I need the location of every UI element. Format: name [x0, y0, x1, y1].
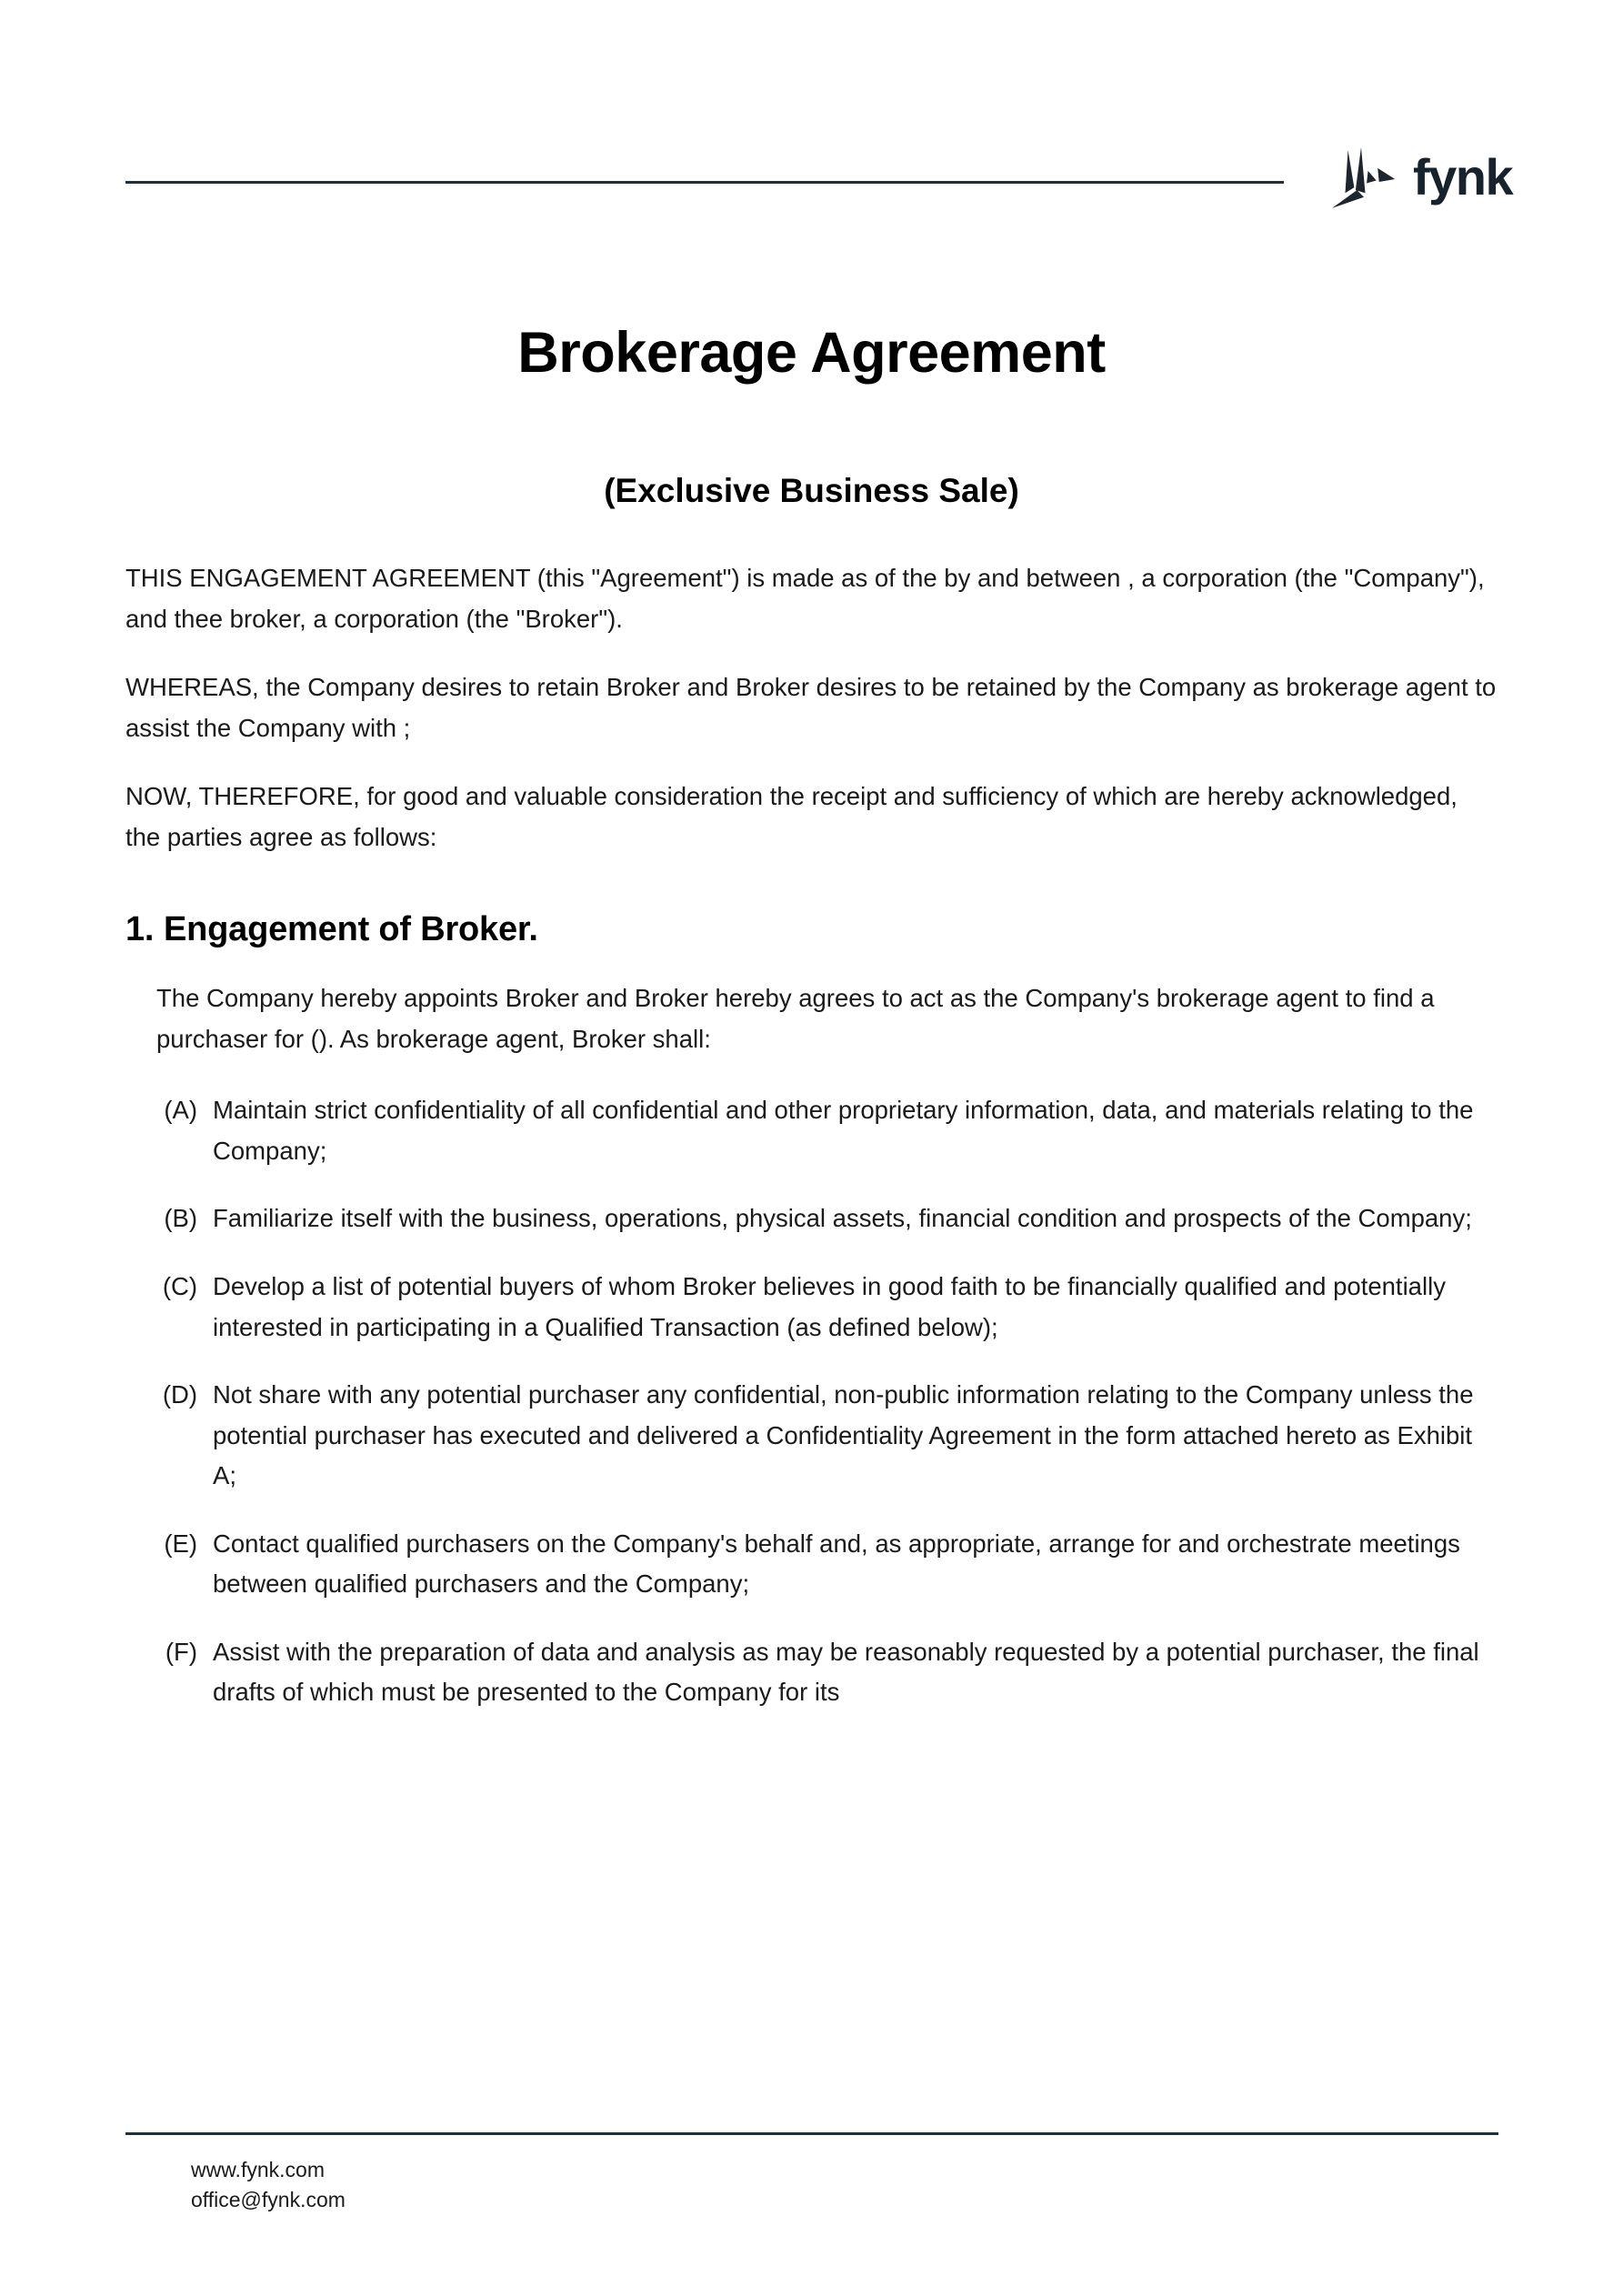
- preamble-paragraph: THIS ENGAGEMENT AGREEMENT (this "Agreement") is made as of the by and between , a corporation (the "Company"), and thee broker, a corporation (the "Broker").: [125, 564, 1485, 633]
- list-item: [156, 1267, 1493, 1348]
- section-title: Engagement of Broker.: [164, 910, 538, 949]
- page-header: [0, 0, 1623, 250]
- fynk-bird-logo-icon: [1329, 144, 1398, 215]
- footer-contact: [191, 2155, 1498, 2214]
- list-item-marker: (B): [164, 1204, 197, 1233]
- section-number: 1.: [125, 910, 155, 949]
- list-item-marker: (E): [164, 1529, 197, 1558]
- preamble-paragraph: WHEREAS, the Company desires to retain Broker and Broker desires to be retained by the Company as brokerage agent to assist the Company with ;: [125, 673, 1497, 742]
- list-item-text: Develop a list of potential buyers of whom Broker believes in good faith to be financially qualified and potentially interested in participating in a Qualified Transaction (as defined below);: [213, 1272, 1446, 1341]
- list-item-marker: (A): [164, 1096, 197, 1125]
- brand-logo: [1329, 144, 1512, 215]
- page-footer: [125, 2132, 1498, 2214]
- list-item-text: Not share with any potential purchaser any confidential, non-public information relating to the Company unless the potential purchaser has executed and delivered a Confidentiality Agreement in the form attached hereto as Exhibit A;: [213, 1380, 1474, 1490]
- list-item-marker: (F): [165, 1637, 197, 1666]
- list-item: [156, 1090, 1493, 1171]
- list-item-marker: (C): [162, 1272, 197, 1301]
- document-body: [125, 558, 1498, 1740]
- footer-email[interactable]: office@fynk.com: [191, 2187, 346, 2211]
- document-title: Brokerage Agreement: [517, 321, 1106, 385]
- list-item-text: Maintain strict confidentiality of all confidential and other proprietary information, data, and materials relating to the Company;: [213, 1096, 1474, 1165]
- section-content: [156, 978, 1493, 1713]
- section-heading-engagement-of-broker: [125, 910, 1498, 949]
- header-divider: [125, 181, 1284, 184]
- list-item-text: Familiarize itself with the business, operations, physical assets, financial condition and prospects of the Company;: [213, 1204, 1472, 1233]
- footer-website[interactable]: www.fynk.com: [191, 2158, 325, 2181]
- document-subtitle: (Exclusive Business Sale): [604, 472, 1019, 509]
- list-item: [156, 1632, 1493, 1713]
- list-item-text: Assist with the preparation of data and analysis as may be reasonably requested by a potential purchaser, the final drafts of which must be presented to the Company for its: [213, 1637, 1479, 1707]
- list-item-text: Contact qualified purchasers on the Company's behalf and, as appropriate, arrange for and orchestrate meetings between qualified purchasers and the Company;: [213, 1529, 1460, 1599]
- brand-wordmark: fynk: [1413, 148, 1513, 206]
- list-item: [156, 1198, 1493, 1239]
- section-intro-paragraph: The Company hereby appoints Broker and Broker hereby agrees to act as the Company's brokerage agent to find a purchaser for (). As brokerage agent, Broker shall:: [156, 984, 1435, 1053]
- list-item: [156, 1375, 1493, 1497]
- list-item: [156, 1524, 1493, 1605]
- footer-divider: [125, 2132, 1498, 2135]
- preamble-paragraph: NOW, THEREFORE, for good and valuable consideration the receipt and sufficiency of which are hereby acknowledged, the parties agree as follows:: [125, 782, 1458, 851]
- list-item-marker: (D): [162, 1380, 197, 1409]
- lettered-obligations-list: [156, 1090, 1493, 1713]
